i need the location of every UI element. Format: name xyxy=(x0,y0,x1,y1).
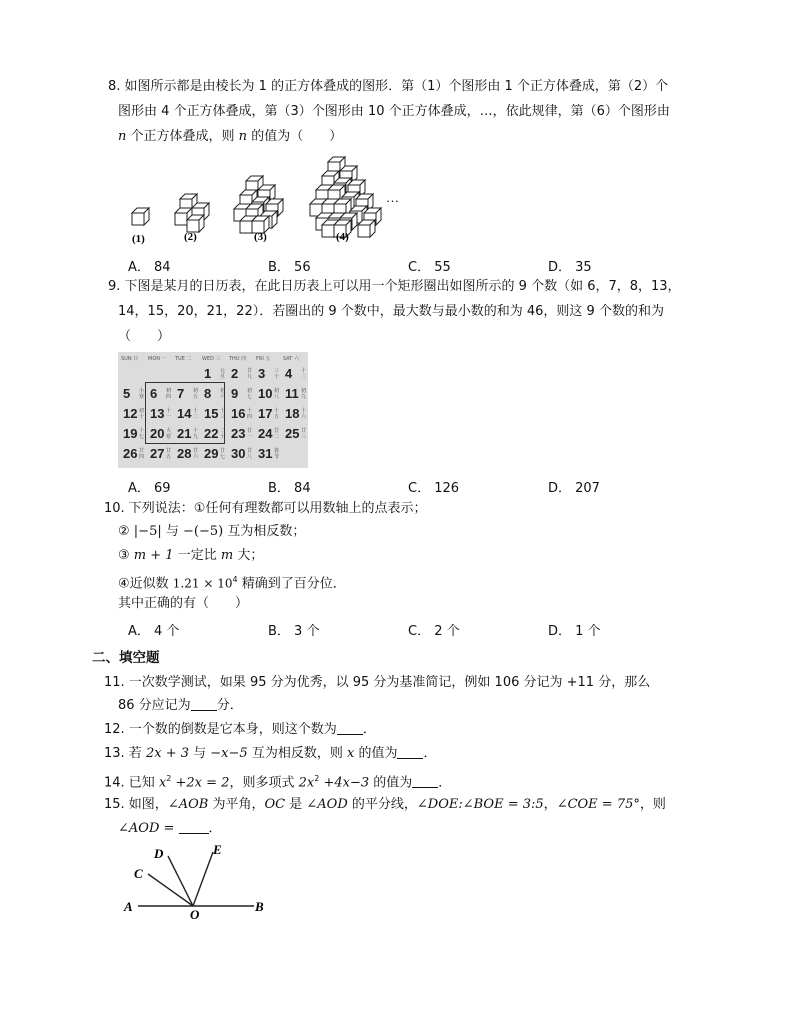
calendar-day-lunar: 十五 xyxy=(274,408,280,420)
calendar-day-lunar: 初六 xyxy=(220,388,226,400)
cube-label-4: (4) xyxy=(336,231,349,243)
q8-option-a[interactable]: A． 84 xyxy=(128,260,171,275)
calendar-day-number: 2 xyxy=(231,366,239,381)
cal-header-sun: SUN 日 xyxy=(121,356,139,362)
calendar-day-number: 7 xyxy=(177,386,185,401)
calendar-day-lunar: 初四 xyxy=(166,388,172,400)
calendar-day-number: 13 xyxy=(150,406,165,421)
calendar-day xyxy=(283,386,309,404)
calendar-day-lunar: 十二 xyxy=(301,368,307,380)
q9-line-2: 14，15，20，21，22）．若圈出的 9 个数中，最大数与最小数的和为 46，则这 9 个数的和为 xyxy=(118,304,664,319)
ray-od xyxy=(168,856,193,906)
calendar-image xyxy=(118,352,308,468)
cube-stack-figure xyxy=(120,152,420,247)
calendar-day-lunar: 大寒 xyxy=(166,428,172,440)
calendar-day-lunar: 廿五 xyxy=(166,448,172,460)
cal-header-tue: TUE 二 xyxy=(175,356,192,362)
calendar-day xyxy=(256,406,282,424)
q10-ask: 其中正确的有（ ） xyxy=(118,596,249,611)
calendar-day-lunar: 初十 xyxy=(139,408,145,420)
calendar-day-number: 25 xyxy=(285,426,300,441)
calendar-day-number: 5 xyxy=(123,386,131,401)
q10-option-d[interactable]: D． 1 个 xyxy=(548,624,601,639)
calendar-day-lunar: 二十 xyxy=(220,428,226,440)
calendar-day-number: 8 xyxy=(204,386,212,401)
cal-header-fri: FRI 五 xyxy=(256,356,271,362)
q8-line-2: 图形由 4 个正方体叠成，第（3）个图形由 10 个正方体叠成，…，依此规律，第（6）个图形由 xyxy=(118,104,670,119)
calendar-day-lunar: 初五 xyxy=(193,388,199,400)
q13-line: 13. 若 2x + 3 与 −x−5 互为相反数，则 x 的值为 ． xyxy=(104,746,437,761)
var-n: n xyxy=(118,129,127,144)
label-d: D xyxy=(154,846,164,861)
calendar-day xyxy=(202,446,228,464)
calendar-day-lunar: 小寒 xyxy=(139,388,145,400)
calendar-day-lunar: 十四 xyxy=(247,408,253,420)
calendar-day-lunar: 元旦 xyxy=(220,368,226,380)
cal-header-wed: WED 三 xyxy=(202,356,221,362)
calendar-day-number: 31 xyxy=(258,446,273,461)
calendar-day xyxy=(256,446,282,464)
cube-label-3: (3) xyxy=(254,231,267,243)
q8-option-c[interactable]: C． 55 xyxy=(408,260,451,275)
calendar-day-lunar: 廿八 xyxy=(247,448,253,460)
calendar-day-number: 21 xyxy=(177,426,192,441)
calendar-day-number: 19 xyxy=(123,426,138,441)
q13-answer-blank[interactable] xyxy=(397,746,423,759)
calendar-selection-rectangle xyxy=(145,382,225,444)
calendar-day-number: 26 xyxy=(123,446,138,461)
cube-label-2: (2) xyxy=(184,231,197,243)
calendar-day-lunar: 十九 xyxy=(193,428,199,440)
calendar-day-lunar: 十三 xyxy=(220,408,226,420)
label-e: E xyxy=(213,842,222,857)
calendar-day-number: 27 xyxy=(150,446,165,461)
q15-answer-blank[interactable] xyxy=(179,821,209,834)
calendar-day-number: 4 xyxy=(285,366,293,381)
cube-label-1: (1) xyxy=(132,233,145,245)
label-o: O xyxy=(190,907,200,920)
calendar-day-number: 1 xyxy=(204,366,212,381)
calendar-day-number: 20 xyxy=(150,426,165,441)
q10-option-c[interactable]: C． 2 个 xyxy=(408,624,460,639)
calendar-day-number: 14 xyxy=(177,406,192,421)
q14-line: 14. 已知 $x^2 +2x = 2$，则多项式 $2x^2 +4x-3$ 的值为 ． xyxy=(104,774,452,791)
cube-figure-1 xyxy=(132,208,149,225)
calendar-day-lunar: 初八 xyxy=(274,388,280,400)
ray-oe xyxy=(193,852,213,906)
calendar-day-number: 6 xyxy=(150,386,158,401)
cube-figure-2 xyxy=(175,194,209,232)
q9-option-d[interactable]: D． 207 xyxy=(548,481,600,496)
calendar-day-lunar: 廿九 xyxy=(247,368,253,380)
q8-option-b[interactable]: B． 56 xyxy=(268,260,311,275)
q10-option-b[interactable]: B． 3 个 xyxy=(268,624,320,639)
q15-line-1: 15. 如图，∠AOB 为平角，OC 是 ∠AOD 的平分线，∠DOE:∠BOE = 3:5，∠COE = 75°，则 xyxy=(104,797,666,812)
calendar-day-number: 18 xyxy=(285,406,300,421)
q8-line-1: 8. 如图所示都是由棱长为 1 的正方体叠成的图形．第（1）个图形由 1 个正方体叠成，第（2）个 xyxy=(108,79,669,94)
label-a: A xyxy=(124,899,133,914)
label-c: C xyxy=(134,866,143,881)
cal-header-thu: THU 四 xyxy=(229,356,247,362)
calendar-day-lunar: 初九 xyxy=(301,388,307,400)
calendar-day xyxy=(229,446,255,464)
calendar-day-number: 17 xyxy=(258,406,273,421)
calendar-day xyxy=(121,386,147,404)
calendar-day xyxy=(229,426,255,444)
calendar-day-number: 15 xyxy=(204,406,219,421)
q9-line-3: （ ） xyxy=(118,329,171,344)
q10-statement-4: ④近似数 $1.21 \times 10^4$ 精确到了百分位． xyxy=(118,575,346,592)
calendar-day-number: 29 xyxy=(204,446,219,461)
angle-figure xyxy=(118,840,278,920)
calendar-day-lunar: 廿七 xyxy=(220,448,226,460)
calendar-day-lunar: 廿二 xyxy=(274,428,280,440)
calendar-day-lunar: 三十 xyxy=(274,368,280,380)
q9-line-1: 9. 下图是某月的日历表，在此日历表上可以用一个矩形圈出如图所示的 9 个数（如 6，7，8，13， xyxy=(108,279,681,294)
calendar-day-lunar: 春节 xyxy=(274,448,280,460)
cube-ellipsis: … xyxy=(386,190,399,205)
q12-answer-blank[interactable] xyxy=(337,722,363,735)
calendar-day-number: 28 xyxy=(177,446,192,461)
q14-answer-blank[interactable] xyxy=(412,775,438,788)
calendar-day-lunar: 廿三 xyxy=(301,428,307,440)
q10-option-a[interactable]: A． 4 个 xyxy=(128,624,180,639)
calendar-day-number: 24 xyxy=(258,426,273,441)
q9-option-c[interactable]: C． 126 xyxy=(408,481,460,496)
calendar-day xyxy=(229,386,255,404)
calendar-day-lunar: 廿六 xyxy=(193,448,199,460)
q11-line-2: 86 分应记为 分． xyxy=(118,698,243,713)
cal-header-mon: MON 一 xyxy=(148,356,167,362)
calendar-day xyxy=(148,446,174,464)
calendar-day xyxy=(121,446,147,464)
calendar-day-number: 3 xyxy=(258,366,266,381)
var-n: n xyxy=(238,129,248,144)
q10-stem: 10. 下列说法：①任何有理数都可以用数轴上的点表示； xyxy=(104,501,427,516)
calendar-day xyxy=(175,446,201,464)
calendar-day-number: 10 xyxy=(258,386,273,401)
q9-option-b[interactable]: B． 84 xyxy=(268,481,311,496)
calendar-day xyxy=(121,406,147,424)
calendar-day xyxy=(283,426,309,444)
calendar-day xyxy=(229,366,255,384)
calendar-day xyxy=(283,406,309,424)
ray-oc xyxy=(148,874,193,906)
q10-statement-2: ② |−5| 与 −(−5) 互为相反数； xyxy=(118,524,306,539)
q8-option-d[interactable]: D． 35 xyxy=(548,260,592,275)
calendar-day xyxy=(229,406,255,424)
calendar-day-number: 9 xyxy=(231,386,239,401)
calendar-day-number: 11 xyxy=(285,386,299,401)
calendar-day xyxy=(121,426,147,444)
calendar-day-lunar: 十七 xyxy=(139,428,145,440)
calendar-day-lunar: 十六 xyxy=(301,408,307,420)
q15-line-2: ∠AOD = ． xyxy=(118,821,222,836)
cube-figure-4 xyxy=(310,157,381,237)
calendar-day-number: 30 xyxy=(231,446,246,461)
q12-line: 12. 一个数的倒数是它本身，则这个数为 ． xyxy=(104,722,376,737)
cal-header-sat: SAT 六 xyxy=(283,356,299,362)
calendar-day-lunar: 廿四 xyxy=(139,448,145,460)
label-b: B xyxy=(255,899,264,914)
calendar-day xyxy=(256,426,282,444)
q11-answer-blank[interactable] xyxy=(191,698,217,711)
q10-statement-3: ③ m + 1 一定比 m 大； xyxy=(118,548,264,563)
q9-option-a[interactable]: A． 69 xyxy=(128,481,171,496)
calendar-day-number: 16 xyxy=(231,406,246,421)
calendar-day xyxy=(283,366,309,384)
section-title: 二、填空题 xyxy=(92,650,160,666)
calendar-day xyxy=(256,386,282,404)
cube-figure-3 xyxy=(234,176,283,233)
q11-line-1: 11. 一次数学测试，如果 95 分为优秀，以 95 分为基准简记，例如 106 分记为 +11 分，那么 xyxy=(104,675,651,690)
calendar-day-lunar: 初七 xyxy=(247,388,253,400)
calendar-day-lunar: 十二 xyxy=(193,408,199,420)
calendar-day-number: 22 xyxy=(204,426,219,441)
calendar-day xyxy=(256,366,282,384)
q8-line-3: n 个正方体叠成，则 n 的值为（ ） xyxy=(118,129,343,144)
calendar-day-lunar: 廿一 xyxy=(247,428,253,440)
calendar-day-lunar: 十一 xyxy=(166,408,172,420)
calendar-day-number: 12 xyxy=(123,406,138,421)
calendar-day-number: 23 xyxy=(231,426,246,441)
